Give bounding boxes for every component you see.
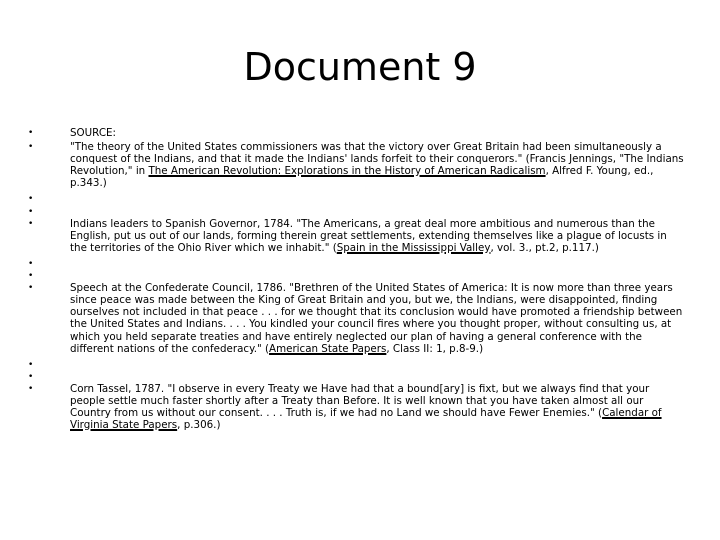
- quote-text: [70, 141, 686, 189]
- bullet-icon: •: [28, 383, 34, 394]
- list-item: [26, 141, 686, 189]
- quote-body: "The theory of the United States commissioners was that the victory over Great Britain had been simultaneously a conquest of the Indians, and that it made the Indians' lands forfeit to their conquerors." (Francis Jennings, "The Indians Revolution," in: [70, 141, 684, 178]
- empty-list-item: [26, 193, 686, 205]
- quote-body: Corn Tassel, 1787. "I observe in every Treaty we Have had that a bound[ary] is fixt, but we always find that your people settle much faster shortly after a Treaty than Before. It is well known that you have taken almost all our Country from us without our consent. . . . Truth is, if we had no Land we should have Fewer Enemies." (: [70, 382, 650, 420]
- list-item: [26, 383, 686, 431]
- empty-list-item: [26, 206, 686, 218]
- bullet-icon: •: [28, 142, 34, 153]
- citation-detail: , vol. 3., pt.2, p.117.): [490, 241, 599, 254]
- bullet-icon: •: [28, 258, 34, 269]
- quote-body: Indians leaders to Spanish Governor, 1784. "The Americans, a great deal more ambitious and numerous than the English, put us out of our lands, forming therein great settlements, extending themselves like a plague of locusts in the territories of the Ohio River which we inhabit." (: [70, 217, 667, 254]
- list-item: [26, 282, 686, 355]
- citation-detail: , Class II: 1, p.8-9.): [386, 342, 484, 355]
- quote-text: [70, 282, 686, 355]
- citation-title: Spain in the Mississippi Valley: [336, 241, 491, 254]
- citation-title: The American Revolution: Explorations in the History of American Radicalism: [148, 165, 546, 178]
- bullet-icon: •: [28, 218, 34, 229]
- empty-list-item: [26, 371, 686, 383]
- citation-detail: , Alfred F. Young, ed., p.343.): [70, 165, 654, 190]
- bullet-icon: •: [28, 206, 34, 217]
- bullet-icon: •: [28, 371, 34, 382]
- bullet-icon: •: [28, 359, 34, 370]
- source-label: SOURCE:: [70, 127, 116, 139]
- empty-list-item: [26, 258, 686, 270]
- bullet-icon: •: [28, 283, 34, 294]
- bullet-icon: •: [28, 271, 34, 282]
- quote-text: [70, 383, 686, 431]
- list-item: [26, 127, 686, 139]
- citation-detail: , p.306.): [177, 419, 221, 432]
- empty-list-item: [26, 359, 686, 371]
- bullet-icon: •: [28, 128, 34, 138]
- document-body: [26, 127, 686, 431]
- quote-text: [70, 218, 686, 254]
- empty-list-item: [26, 270, 686, 282]
- list-item: [26, 218, 686, 254]
- page-title: Document 9: [243, 45, 477, 89]
- citation-title: Calendar of Virginia State Papers: [70, 407, 662, 432]
- citation-title: American State Papers: [269, 342, 387, 355]
- bullet-icon: •: [28, 194, 34, 205]
- quote-body: Speech at the Confederate Council, 1786. "Brethren of the United States of America: It is now more than three years since peace was made between the King of Great Britain and you, but we, the Indians, were disappointed, finding ourselves not included in that peace . . . for we thought that its conclusion would have promoted a friendship between the United States and Indians. . . . You kindled your council fires where you thought proper, without consulting us, at which you held separate treaties and have entirely neglected our plan of having a general conference with the different nations of the confederacy." (: [70, 282, 683, 355]
